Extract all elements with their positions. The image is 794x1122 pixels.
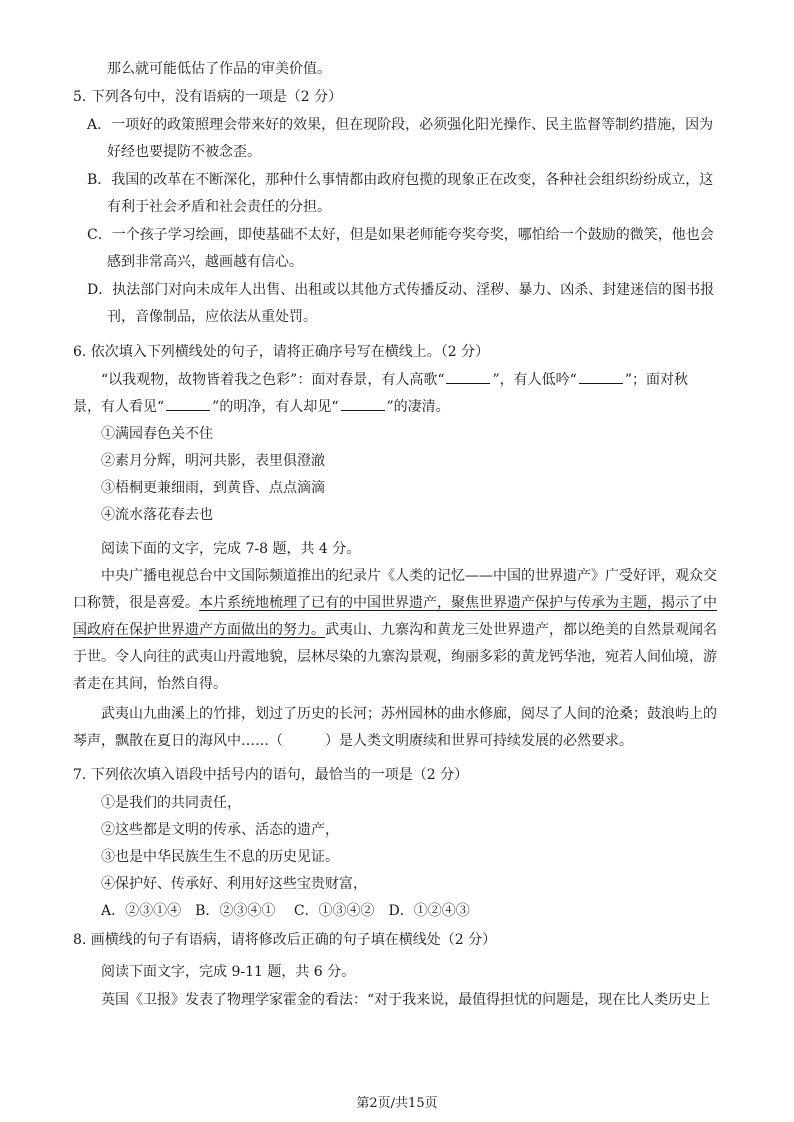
q5-option-b-line2: 有利于社会矛盾和社会责任的分担。 bbox=[107, 199, 331, 215]
q7-option-3: ③也是中华民族生生不息的历史见证。 bbox=[101, 849, 339, 865]
underlined-sentence-part1: 本片系统地梳理了已有的中国世界遗产，聚焦世界遗产保护与传承为主题，揭示了中 bbox=[199, 595, 717, 611]
q5-option-c-line2: 感到非常高兴，越画越有信心。 bbox=[107, 254, 303, 270]
passage1-line1: 中央广播电视总台中文国际频道推出的纪录片《人类的记忆——中国的世界遗产》广受好评，观众交 bbox=[101, 568, 717, 584]
q5-option-a-line1: A．一项好的政策照理会带来好的效果，但在现阶段，必须强化阳光操作、民主监督等制约措施，因为 bbox=[87, 117, 714, 133]
passage1-line4: 于世。令人向往的武夷山丹霞地貌，层林尽染的九寨沟景观，绚丽多彩的黄龙钙华池，宛若人间仙境，游 bbox=[73, 649, 717, 665]
passage1-line6: 武夷山九曲溪上的竹排，划过了历史的长河；苏州园林的曲水修廊，阅尽了人间的沧桑；鼓浪屿上的 bbox=[101, 706, 717, 722]
answer-blank-2[interactable] bbox=[579, 371, 623, 384]
q6-text-1c: ”；面对秋 bbox=[624, 372, 688, 388]
q5-option-a-line2: 好经也要提防不被念歪。 bbox=[107, 144, 261, 160]
q6-option-4: ④流水落花春去也 bbox=[101, 507, 213, 523]
passage1-line3-text: 武夷山、九寨沟和黄龙三处世界遗产，都以绝美的自然景观闻名 bbox=[325, 622, 717, 638]
q6-option-3: ③梧桐更兼细雨，到黄昏、点点滴滴 bbox=[101, 480, 325, 496]
page-number-footer: 第2页/共15页 bbox=[356, 1096, 438, 1111]
q7-option-1: ①是我们的共同责任， bbox=[101, 795, 241, 811]
underlined-sentence-part2: 国政府在保护世界遗产方面做出的努力。 bbox=[73, 622, 325, 638]
q5-option-b-line1: B．我国的改革在不断深化，那种什么事情都由政府包揽的现象正在改变，各种社会组织纷纷成立，这 bbox=[87, 172, 714, 188]
passage1-line5: 者走在其间，怡然自得。 bbox=[73, 676, 227, 692]
passage1-line2-text: 口称赞，很是喜爱。 bbox=[73, 595, 199, 611]
q8-stem: 8. 画横线的句子有语病，请将修改后正确的句子填在横线处（2 分） bbox=[73, 932, 497, 948]
answer-blank-4[interactable] bbox=[341, 398, 385, 411]
passage2-intro: 阅读下面文字，完成 9-11 题，共 6 分。 bbox=[101, 964, 356, 980]
q6-text-1a: “以我观物，故物皆着我之色彩”：面对春景，有人高歌“ bbox=[101, 372, 445, 388]
q6-text-2b: ”的明净，有人却见“ bbox=[212, 399, 339, 415]
q5-option-c-line1: C．一个孩子学习绘画，即使基础不太好，但是如果老师能夸奖夸奖，哪怕给一个鼓励的微笑，他也会 bbox=[87, 227, 714, 243]
answer-blank-3[interactable] bbox=[166, 398, 210, 411]
q6-paragraph-line2 bbox=[73, 398, 450, 416]
q6-text-2a: 景，有人看见“ bbox=[73, 399, 165, 415]
prev-line: 那么就可能低估了作品的审美价值。 bbox=[107, 61, 331, 77]
q6-option-1: ①满园春色关不住 bbox=[101, 426, 213, 442]
passage1-line3 bbox=[73, 621, 717, 639]
passage1-line7-text-a: 琴声，飘散在夏日的海风中……（ bbox=[73, 733, 283, 749]
q6-option-2: ②素月分辉，明河共影，表里俱澄澈 bbox=[101, 453, 325, 469]
passage1-intro: 阅读下面的文字，完成 7-8 题，共 4 分。 bbox=[101, 541, 361, 557]
passage1-line7-text-b: ）是人类文明赓续和世界可持续发展的必然要求。 bbox=[325, 733, 633, 749]
q5-option-d-line2: 刊，音像制品，应依法从重处罚。 bbox=[107, 309, 317, 325]
q5-stem: 5. 下列各句中，没有语病的一项是（2 分） bbox=[73, 89, 343, 105]
passage1-line2 bbox=[73, 594, 717, 612]
q5-option-d-line1: D．执法部门对向未成年人出售、出租或以其他方式传播反动、淫秽、暴力、凶杀、封建迷信的图书报 bbox=[87, 282, 715, 298]
answer-blank-1[interactable] bbox=[446, 371, 490, 384]
q6-paragraph-line1 bbox=[101, 371, 688, 389]
q7-stem: 7. 下列依次填入语段中括号内的语句，最恰当的一项是（2 分） bbox=[73, 767, 469, 783]
q6-stem: 6. 依次填入下列横线处的句子，请将正确序号写在横线上。（2 分） bbox=[73, 344, 490, 360]
passage2-line1: 英国《卫报》发表了物理学家霍金的看法：“对于我来说，最值得担忧的问题是，现在比人类历史上 bbox=[101, 992, 711, 1008]
q7-option-4: ④保护好、传承好、利用好这些宝贵财富， bbox=[101, 876, 367, 892]
q6-text-2c: ”的凄清。 bbox=[386, 399, 450, 415]
passage1-line7 bbox=[73, 732, 633, 750]
q7-option-2: ②这些都是文明的传承、活态的遗产， bbox=[101, 822, 339, 838]
q6-text-1b: ”，有人低吟“ bbox=[492, 372, 577, 388]
q7-choices: A．②③①④ B．②③④① C．①③④② D．①②④③ bbox=[101, 903, 470, 919]
